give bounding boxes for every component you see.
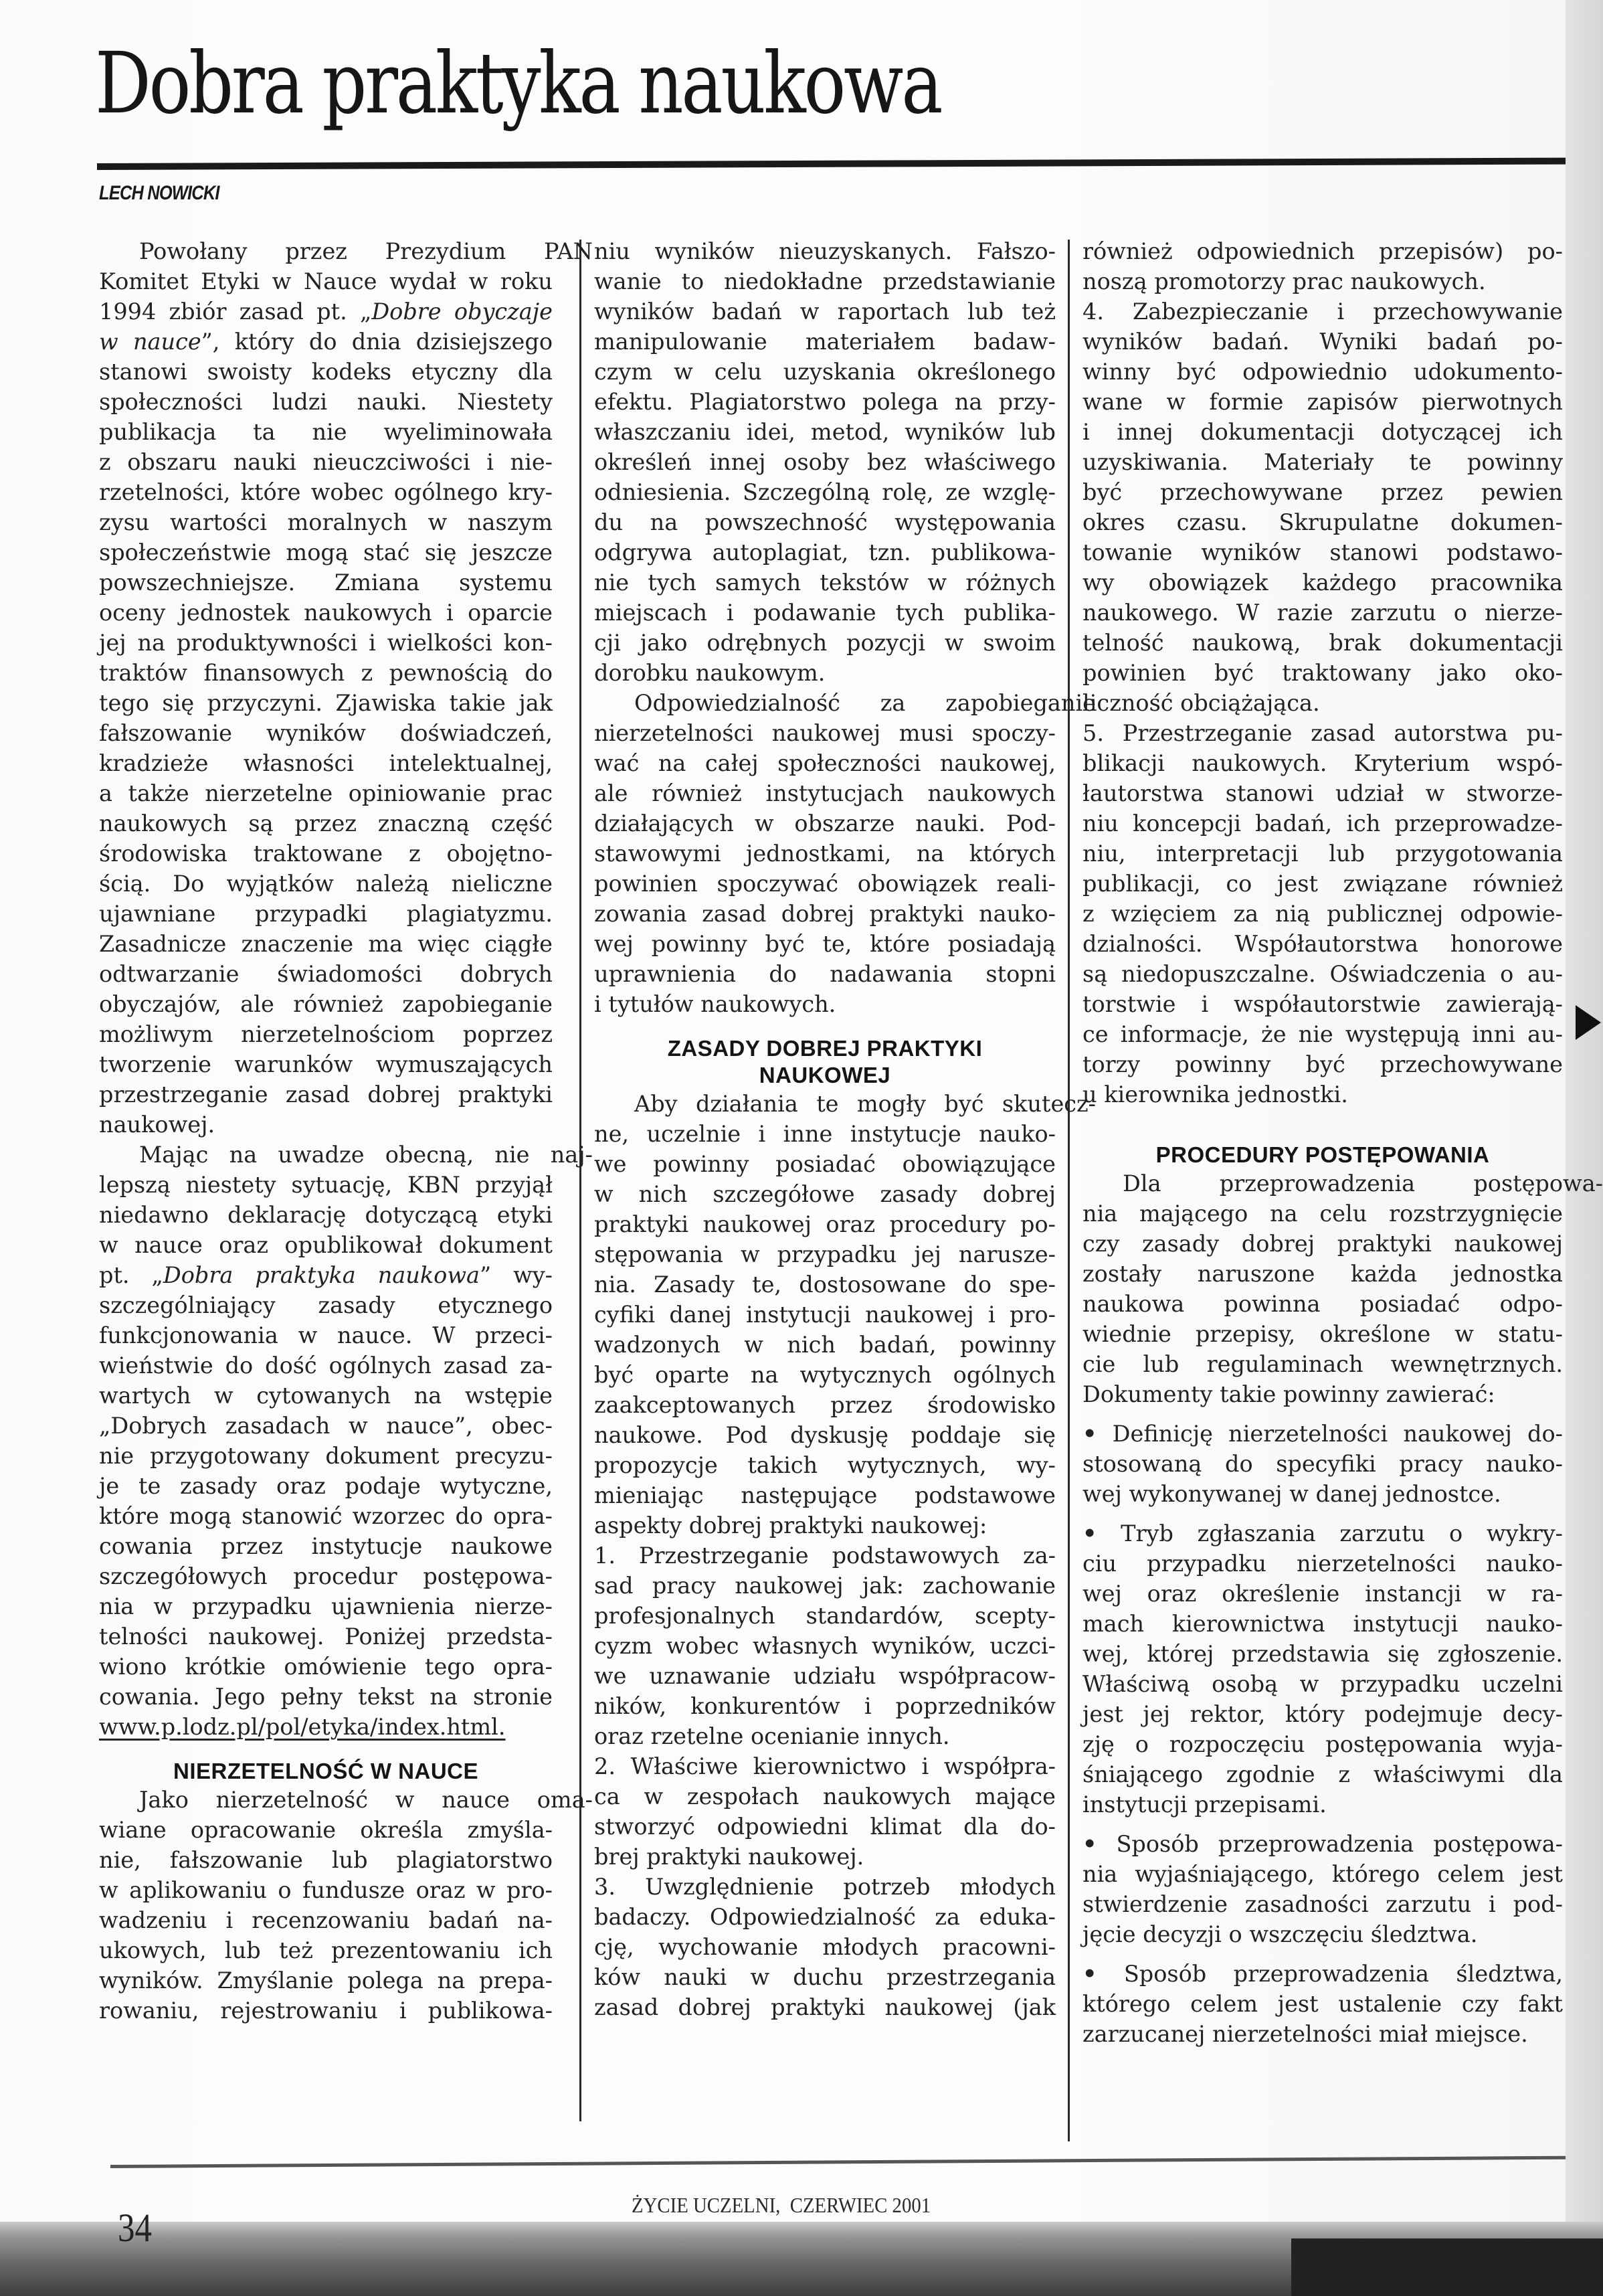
paragraph-line: być oparte na wytycznych ogólnych (594, 1362, 1056, 1388)
scan-background-dark (1291, 2238, 1603, 2296)
paragraph-line: możliwym nierzetelnościom poprzez (99, 1021, 553, 1047)
list-item-line: stworzyć odpowiedni klimat dla do- (594, 1814, 1056, 1840)
paragraph-line: wiane opracowanie określa zmyśla- (99, 1817, 553, 1843)
paragraph-line: powszechniejsze. Zmiana systemu (99, 569, 553, 596)
paragraph-line: je te zasady oraz podaje wytyczne, (99, 1473, 553, 1499)
list-item-line: niu koncepcji badań, ich przeprowadze- (1082, 810, 1563, 836)
paragraph-line: w nich szczegółowe zasady dobrej (594, 1181, 1056, 1207)
bullet-item-line (1082, 1579, 1563, 1609)
paragraph-line: Jako nierzetelność w nauce oma- (139, 1787, 593, 1813)
list-item-line: niu, interpretacji lub przygotowania (1082, 841, 1563, 867)
text-run: zję o rozpoczęciu postępowania wyja- (1082, 1731, 1563, 1757)
paragraph-line: wiednie przepisy, określone w statu- (1082, 1321, 1563, 1347)
paragraph-line: a także nierzetelne opiniowanie prac (99, 780, 553, 806)
list-item-line: naukowego. W razie zarzutu o nierze- (1082, 600, 1563, 626)
paragraph-line: „Dobrych zasadach w nauce”, obec- (99, 1413, 553, 1439)
paragraph-line: oceny jednostek naukowych i oparcie (99, 600, 553, 626)
paragraph-line: ne, uczelnie i inne instytucje nauko- (594, 1121, 1056, 1147)
paragraph-line: ścią. Do wyjątków należą nieliczne (99, 871, 553, 897)
paragraph-line: Zasadnicze znaczenie ma więc ciągłe (99, 931, 553, 957)
list-item-line: ca w zespołach naukowych mające (594, 1783, 1056, 1809)
paragraph-line: nie przygotowany dokument precyzu- (99, 1443, 553, 1469)
spacer (1082, 1110, 1563, 1126)
list-item-line: i innej dokumentacji dotyczącej ich (1082, 419, 1563, 445)
paragraph-line: nia. Zasady te, dostosowane do spe- (594, 1271, 1056, 1298)
list-item-line: towanie wyników stanowi podstawo- (1082, 539, 1563, 565)
spacer (1082, 1409, 1563, 1419)
paragraph-line: środowiska traktowane z obojętno- (99, 841, 553, 867)
list-item-line: wy obowiązek każdego pracownika (1082, 569, 1563, 596)
triangle-right-icon (1576, 1005, 1601, 1040)
spacer (1082, 1820, 1563, 1829)
spacer (1082, 1509, 1563, 1518)
paragraph-line: wartych w cytowanych na wstępie (99, 1383, 553, 1409)
paragraph-line: tego się przyczyni. Zjawiska takie jak (99, 690, 553, 716)
text-run: którego celem jest ustalenie czy fakt (1082, 1991, 1563, 2017)
text-run: nia wyjaśniającego, którego celem jest (1082, 1861, 1563, 1887)
paragraph-line: stawowymi jednostkami, na których (594, 841, 1056, 867)
paragraph-line: lepszą niestety sytuację, KBN przyjął (99, 1172, 553, 1198)
bullet-item-line (1082, 1859, 1563, 1889)
paragraph-line: szczególniający zasady etycznego (99, 1292, 553, 1318)
italic-title-run: Dobra praktyka naukowa (163, 1262, 480, 1288)
text-run: Definicję nierzetelności naukowej do- (1112, 1421, 1563, 1447)
paragraph-line: określeń innej osoby bez właściwego (594, 449, 1056, 475)
paragraph-line: naukowe. Pod dyskusję poddaje się (594, 1422, 1056, 1448)
text-run: jest jej rektor, który podejmuje decy- (1082, 1701, 1563, 1727)
page-number: 34 (118, 2206, 152, 2250)
bullet-icon: • (1082, 1831, 1097, 1857)
paragraph-line: w nauce oraz opublikował dokument (99, 1232, 553, 1258)
paragraph-line: dorobku naukowym. (594, 660, 826, 686)
paragraph-line: ujawniane przypadki plagiatyzmu. (99, 901, 553, 927)
spacer (1082, 1126, 1563, 1142)
author-byline: LECH NOWICKI (99, 182, 219, 204)
paragraph-line: ale również instytucjach naukowych (594, 780, 1056, 806)
section-heading-procedury: PROCEDURY POSTĘPOWANIA (1155, 1142, 1490, 1167)
paragraph-line: jej na produktywności i wielkości kon- (99, 630, 553, 656)
list-item-line: 5. Przestrzeganie zasad autorstwa pu- (1082, 720, 1563, 746)
paragraph-line: traktów finansowych z pewnością do (99, 660, 553, 686)
paragraph-line: cowania. Jego pełny tekst na stronie (99, 1684, 553, 1710)
paragraph-line: czy zasady dobrej praktyki naukowej (1082, 1231, 1563, 1257)
list-item-line: badaczy. Odpowiedzialność za eduka- (594, 1904, 1056, 1930)
paragraph-line: obyczajów, ale również zapobieganie (99, 991, 553, 1017)
paragraph-line: w aplikowaniu o fundusze oraz w pro- (99, 1877, 553, 1903)
bullet-item-line (1082, 1829, 1563, 1859)
spacer (594, 1019, 1056, 1035)
list-item-line: blikacji naukowych. Kryterium wspó- (1082, 750, 1563, 776)
list-item-line: uzyskiwania. Materiały te powinny (1082, 449, 1563, 475)
paragraph-line: du na powszechność występowania (594, 509, 1056, 535)
text-run: Sposób przeprowadzenia śledztwa, (1123, 1961, 1564, 1987)
text-run: ” wy- (479, 1262, 553, 1288)
paragraph-line: cie lub regulaminach wewnętrznych. (1082, 1351, 1563, 1377)
paragraph-line: cyfiki danej instytucji naukowej i pro- (594, 1302, 1056, 1328)
paragraph-line: kradzieże własności intelektualnej, (99, 750, 553, 776)
paragraph-line: które mogą stanowić wzorzec do opra- (99, 1503, 553, 1529)
list-item-line: oraz rzetelne ocenianie innych. (594, 1723, 950, 1749)
paragraph-line: powinien spoczywać obowiązek reali- (594, 871, 1056, 897)
bullet-item-line (1082, 1669, 1563, 1699)
paragraph-line: aspekty dobrej praktyki naukowej: (594, 1512, 987, 1538)
section-heading-zasady-line2: NAUKOWEJ (759, 1063, 891, 1087)
list-item-line: profesjonalnych standardów, scepty- (594, 1603, 1056, 1629)
text-run: jęcie decyzji o wszczęciu śledztwa. (1082, 1921, 1478, 1947)
page-edge-shadow (1566, 0, 1603, 2296)
list-item-line: publikacji, co jest związane również (1082, 871, 1563, 897)
paragraph-line: Mając na uwadze obecną, nie naj- (139, 1142, 593, 1168)
bullet-item-line (1082, 1549, 1563, 1579)
list-item-line: również odpowiednich przepisów) po- (1082, 238, 1563, 264)
paragraph-line: działających w obszarze nauki. Pod- (594, 810, 1056, 836)
paragraph-line: nia mającego na celu rozstrzygnięcie (1082, 1201, 1563, 1227)
list-item-line: wyników badań. Wyniki badań po- (1082, 329, 1563, 355)
list-item-line: cję, wychowanie młodych pracowni- (594, 1934, 1056, 1960)
section-heading-nierzetelnosc: NIERZETELNOŚĆ W NAUCE (173, 1759, 478, 1783)
paragraph-line: wyników. Zmyślanie polega na prepa- (99, 1967, 553, 1994)
bullet-item-line (1082, 1789, 1563, 1820)
list-item-line: ników, konkurentów i poprzedników (594, 1693, 1056, 1719)
list-item-line: z wzięciem za nią publicznej odpowie- (1082, 901, 1563, 927)
bullet-item-line (1082, 1889, 1563, 1919)
column-3 (1082, 236, 1603, 2049)
paragraph-line: publikacja ta nie wyeliminowała (99, 419, 553, 445)
paragraph-line: Aby działania te mogły być skutecz- (634, 1091, 1096, 1117)
paragraph-line: i tytułów naukowych. (594, 991, 836, 1017)
paragraph-line: odtwarzanie świadomości dobrych (99, 961, 553, 987)
text-run: Właściwą osobą w przypadku uczelni (1082, 1671, 1563, 1697)
text-run: stwierdzenie zasadności zarzutu i pod- (1082, 1891, 1563, 1917)
paragraph-line: cji jako odrębnych pozycji w swoim (594, 630, 1056, 656)
paragraph-line: wieństwie do dość ogólnych zasad za- (99, 1352, 553, 1379)
list-item-line: być przechowywane przez pewien (1082, 479, 1563, 505)
italic-title-run: w nauce (99, 329, 201, 355)
bullet-item-line (1082, 1639, 1563, 1669)
list-item-line: noszą promotorzy prac naukowych. (1082, 268, 1486, 294)
column-divider-1 (579, 240, 581, 2121)
list-item-line: wane w formie zapisów pierwotnych (1082, 389, 1563, 415)
paragraph-line: manipulowanie materiałem badaw- (594, 329, 1056, 355)
list-item-line: we uznawanie udziału współpracow- (594, 1663, 1056, 1689)
paragraph-line: nie tych samych tekstów w różnych (594, 569, 1056, 596)
paragraph-line: wadzeniu i recenzowaniu badań na- (99, 1907, 553, 1933)
paragraph-line: nierzetelności naukowej musi spoczy- (594, 720, 1056, 746)
list-item-line: winny być odpowiednio udokumento- (1082, 359, 1563, 385)
text-run: pt. „ (99, 1262, 163, 1288)
paragraph-line: ukowych, lub też prezentowaniu ich (99, 1937, 553, 1963)
column-1 (99, 236, 593, 2026)
bullet-item-line (1082, 1989, 1563, 2019)
bullet-icon: • (1082, 1421, 1097, 1447)
text-run: śniającego zgodnie z właściwymi dla (1082, 1761, 1563, 1787)
paragraph-line: rowaniu, rejestrowaniu i publikowa- (99, 1998, 553, 2024)
paragraph-line: uprawnienia do nadawania stopni (594, 961, 1056, 987)
paragraph-line: zaakceptowanych przez środowisko (594, 1392, 1056, 1418)
paragraph-line: wyników badań w raportach lub też (594, 298, 1056, 325)
paragraph-line: niedawno deklarację dotyczącą etyki (99, 1202, 553, 1228)
paragraph-line: wadzonych w nich badań, powinny (594, 1332, 1056, 1358)
bullet-item-line (1082, 1449, 1563, 1479)
italic-title-run: Dobre obyczaje (371, 298, 553, 325)
list-item-line: torzy powinny być przechowywane (1082, 1051, 1563, 1077)
paragraph-line: naukowa powinna posiadać odpo- (1082, 1291, 1563, 1317)
list-item-line: 4. Zabezpieczanie i przechowywanie (1082, 298, 1563, 325)
paragraph-line: wanie to niedokładne przedstawianie (594, 268, 1056, 294)
paragraph-line: odniesienia. Szczególną rolę, ze wzglę- (594, 479, 1056, 505)
list-item-line: 1. Przestrzeganie podstawowych za- (594, 1542, 1056, 1569)
bullet-item-line (1082, 1518, 1563, 1549)
text-run: ciu przypadku nierzetelności nauko- (1082, 1551, 1563, 1577)
list-item-line: ce informacje, że nie występują inni au- (1082, 1021, 1563, 1047)
text-run: mach kierownictwa instytucji nauko- (1082, 1611, 1563, 1637)
paragraph-line: odgrywa autoplagiat, tzn. publikowa- (594, 539, 1056, 565)
list-item-line: cyzm wobec własnych wyników, uczci- (594, 1633, 1056, 1659)
paragraph-line: społeczności ludzi nauki. Niestety (99, 389, 553, 415)
text-run: wej, której przedstawia się zgłoszenie. (1082, 1641, 1563, 1667)
text-run: ”, który do dnia dzisiejszego (201, 329, 553, 355)
paragraph-line: czym w celu uzyskania określonego (594, 359, 1056, 385)
paragraph-line (99, 1260, 553, 1290)
list-item-line: 2. Właściwe kierownictwo i współpra- (594, 1753, 1056, 1779)
bullet-icon: • (1082, 1520, 1097, 1547)
list-item-line: okres czasu. Skrupulatne dokumen- (1082, 509, 1563, 535)
column-2 (594, 236, 1096, 2022)
paragraph-line: propozycje takich wytycznych, wy- (594, 1452, 1056, 1478)
paragraph-line: cowania przez instytucje naukowe (99, 1533, 553, 1559)
paragraph-line: wać na całej społeczności naukowej, (594, 750, 1056, 776)
paragraph-line: nia w przypadku ujawnienia nierze- (99, 1593, 553, 1619)
text-run: zarzucanej nierzetelności miał miejsce. (1082, 2021, 1528, 2047)
paragraph-line: zysu wartości moralnych w naszym (99, 509, 553, 535)
paragraph-line: mieniając następujące podstawowe (594, 1482, 1056, 1508)
paragraph-line: naukowych są przez znaczną część (99, 810, 553, 836)
list-item-line: zasad dobrej praktyki naukowej (jak (594, 1994, 1056, 2020)
bullet-item-line (1082, 1959, 1563, 1989)
paragraph-line: naukowej. (99, 1112, 215, 1138)
list-item-line: ków nauki w duchu przestrzegania (594, 1964, 1056, 1990)
bullet-item-line (1082, 1699, 1563, 1729)
text-run: wej oraz określenie instancji w ra- (1082, 1581, 1563, 1607)
paragraph-line: stępowania w przypadku jej narusze- (594, 1241, 1056, 1267)
paragraph-line (99, 296, 553, 327)
website-link[interactable]: www.p.lodz.pl/pol/etyka/index.html. (99, 1714, 506, 1740)
bullet-item-line (1082, 1609, 1563, 1639)
paragraph-line: Komitet Etyki w Nauce wydał w roku (99, 268, 553, 294)
paragraph-line: właszczaniu idei, metod, wyników lub (594, 419, 1056, 445)
list-item-line: dzialności. Współautorstwa honorowe (1082, 931, 1563, 957)
text-run: wej wykonywanej w danej jednostce. (1082, 1481, 1501, 1507)
paragraph-line: szczegółowych procedur postępowa- (99, 1563, 553, 1589)
bullet-item-line (1082, 2019, 1563, 2049)
list-item-line: brej praktyki naukowej. (594, 1844, 864, 1870)
list-item-line: 3. Uwzględnienie potrzeb młodych (594, 1874, 1056, 1900)
text-run: 1994 zbiór zasad pt. „ (99, 298, 372, 325)
list-item-line: powinien być traktowany jako oko- (1082, 660, 1563, 686)
article-title: Dobra praktyka naukowa (95, 34, 941, 133)
bullet-icon: • (1082, 1961, 1097, 1987)
publication-footer: ŻYCIE UCZELNI, CZERWIEC 2001 (632, 2193, 931, 2217)
paragraph-line (99, 1712, 553, 1742)
paragraph-line: Odpowiedzialność za zapobieganie (634, 690, 1096, 716)
paragraph-line: tworzenie warunków wymuszających (99, 1051, 553, 1077)
bullet-item-line (1082, 1479, 1563, 1509)
paragraph-line: we powinny posiadać obowiązujące (594, 1151, 1056, 1177)
column-divider-2 (1068, 240, 1070, 2141)
text-run: Sposób przeprowadzenia postępowa- (1116, 1831, 1563, 1857)
bullet-item-line (1082, 1919, 1563, 1949)
text-run: Tryb zgłaszania zarzutu o wykry- (1121, 1520, 1563, 1547)
paragraph-line: wej powinny być te, które posiadają (594, 931, 1056, 957)
paragraph-line: nie, fałszowanie lub plagiatorstwo (99, 1847, 553, 1873)
list-item-line: telność naukową, brak dokumentacji (1082, 630, 1563, 656)
paragraph-line: zostały naruszone każda jednostka (1082, 1261, 1563, 1287)
paragraph-line: funkcjonowania w nauce. W przeci- (99, 1322, 553, 1348)
paragraph-line: rzetelności, które wobec ogólnego kry- (99, 479, 553, 505)
paragraph-line: wiono krótkie omówienie tego opra- (99, 1654, 553, 1680)
paragraph-line (99, 327, 553, 357)
paragraph-line: fałszowanie wyników doświadczeń, (99, 720, 553, 746)
section-heading-zasady: ZASADY DOBREJ PRAKTYKI (667, 1036, 983, 1061)
spacer (99, 1742, 553, 1758)
paragraph-line: niu wyników nieuzyskanych. Fałszo- (594, 238, 1056, 264)
list-item-line: liczność obciążająca. (1082, 690, 1320, 716)
paragraph-line: przestrzeganie zasad dobrej praktyki (99, 1081, 553, 1108)
paragraph-line: Dokumenty takie powinny zawierać: (1082, 1381, 1495, 1407)
paragraph-line: efektu. Plagiatorstwo polega na przy- (594, 389, 1056, 415)
list-item-line: torstwie i współautorstwie zawierają- (1082, 991, 1563, 1017)
text-run: stosowaną do specyfiki pracy nauko- (1082, 1451, 1563, 1477)
spacer (1082, 1949, 1563, 1959)
paragraph-line: zowania zasad dobrej praktyki nauko- (594, 901, 1056, 927)
paragraph-line: Powołany przez Prezydium PAN (139, 238, 593, 264)
list-item-line: u kierownika jednostki. (1082, 1081, 1348, 1108)
text-run: instytucji przepisami. (1082, 1791, 1327, 1818)
list-item-line: są niedopuszczalne. Oświadczenia o au- (1082, 961, 1563, 987)
list-item-line: sad pracy naukowej jak: zachowanie (594, 1573, 1056, 1599)
bullet-item-line (1082, 1729, 1563, 1759)
paragraph-line: miejscach i podawanie tych publika- (594, 600, 1056, 626)
paragraph-line: praktyki naukowej oraz procedury po- (594, 1211, 1056, 1237)
list-item-line: łautorstwa stanowi udział w stworze- (1082, 780, 1563, 806)
bullet-item-line (1082, 1759, 1563, 1789)
paragraph-line: społeczeństwie mogą stać się jeszcze (99, 539, 553, 565)
paragraph-line: stanowi swoisty kodeks etyczny dla (99, 359, 553, 385)
paragraph-line: Dla przeprowadzenia postępowa- (1123, 1170, 1603, 1197)
paragraph-line: telności naukowej. Poniżej przedsta- (99, 1623, 553, 1650)
paragraph-line: z obszaru nauki nieuczciwości i nie- (99, 449, 553, 475)
bullet-item-line (1082, 1419, 1563, 1449)
